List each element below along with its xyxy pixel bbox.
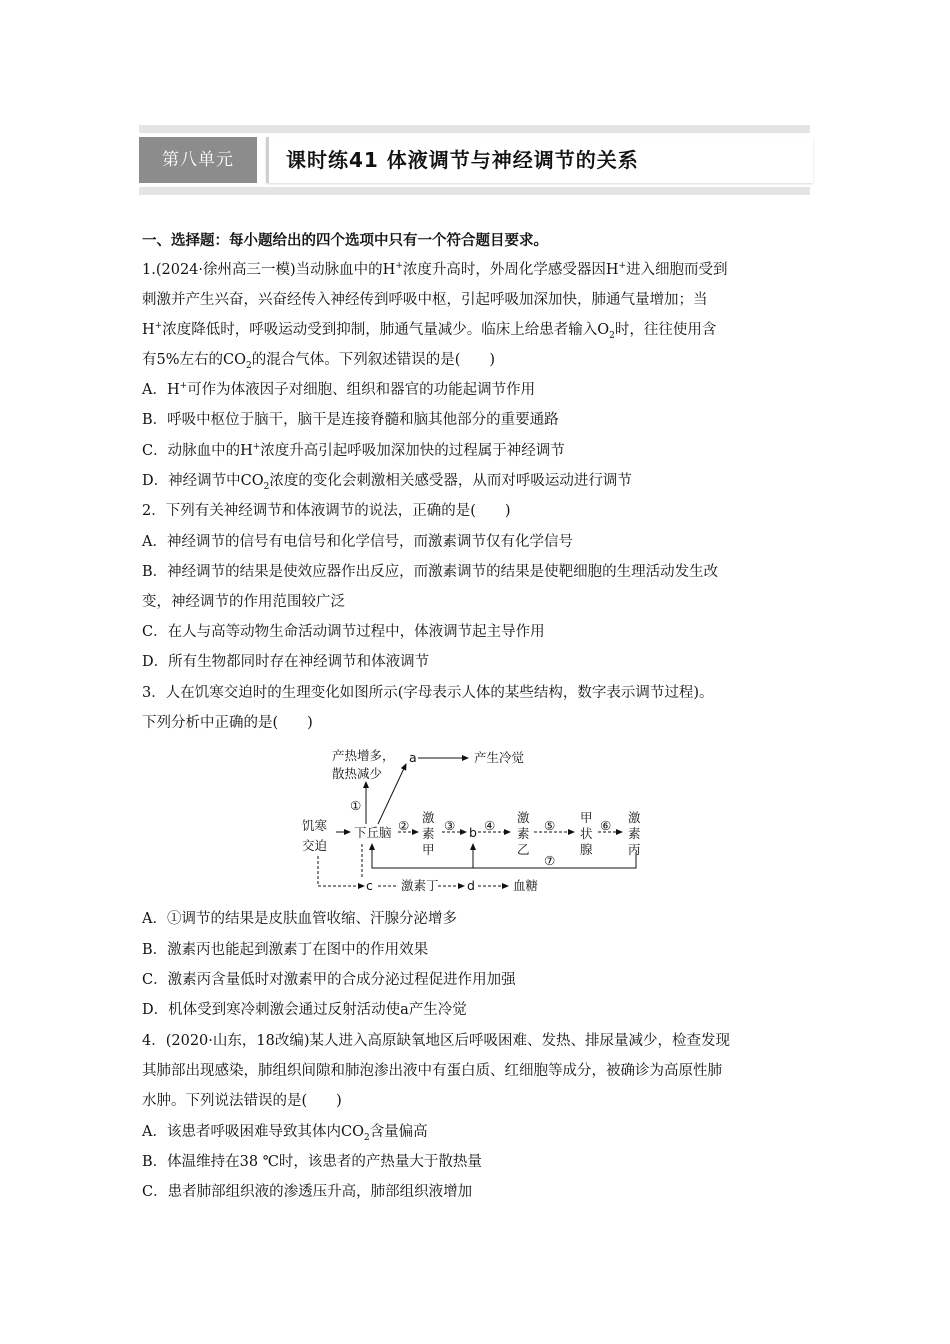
q2-option-c: C．在人与高等动物生命活动调节过程中，体液调节起主导作用	[142, 624, 545, 640]
q3-option-b: B．激素丙也能起到激素丁在图中的作用效果	[142, 942, 429, 958]
label-hypothalamus: 下丘脑	[354, 825, 392, 840]
label-a: a	[409, 750, 417, 765]
label-jia-3: 甲	[422, 842, 435, 857]
header-top-stripe	[139, 125, 810, 133]
label-hormone-ding: 激素丁	[401, 878, 439, 893]
label-process-6: ⑥	[600, 818, 612, 833]
header-bottom-stripe	[139, 187, 810, 195]
label-cold: 产生冷觉	[474, 750, 525, 765]
label-gland-2: 状	[580, 826, 593, 841]
label-hunger-1: 饥寒	[302, 818, 328, 833]
q2-option-d: D．所有生物都同时存在神经调节和体液调节	[142, 654, 430, 670]
label-jia-2: 素	[422, 826, 435, 841]
q3-stem-line-1: 3．人在饥寒交迫时的生理变化如图所示(字母表示人体的某些结构，数字表示调节过程)。	[142, 685, 714, 701]
q2-option-b-line-2: 变，神经调节的作用范围较广泛	[142, 594, 345, 610]
q4-stem-line-3: 水肿。下列说法错误的是( )	[142, 1093, 342, 1109]
label-process-2: ②	[398, 818, 410, 833]
label-yi-3: 乙	[517, 842, 530, 857]
label-gland-1: 甲	[580, 810, 593, 825]
regulation-diagram	[298, 744, 648, 896]
label-blood-sugar: 血糖	[513, 878, 539, 893]
label-yi-2: 素	[517, 826, 530, 841]
q1-option-c: C．动脉血中的H+浓度升高引起呼吸加深加快的过程属于神经调节	[142, 442, 565, 459]
label-d: d	[467, 878, 475, 893]
label-process-1: ①	[350, 798, 362, 813]
unit-header	[139, 125, 810, 195]
label-heat-1: 产热增多，	[332, 748, 395, 763]
q1-line-1: 1.(2024·徐州高三一模)当动脉血中的H+浓度升高时，外周化学感受器因H+进入细胞而受到	[142, 261, 728, 278]
q4-option-c: C．患者肺部组织液的渗透压升高，肺部组织液增加	[142, 1184, 473, 1200]
feedback-process-7	[372, 844, 636, 868]
label-process-4: ④	[484, 818, 496, 833]
page-title: 课时练41 体液调节与神经调节的关系	[286, 148, 639, 172]
q4-option-a: A．该患者呼吸困难导致其体内$CO_2$含量偏高	[142, 1124, 428, 1143]
label-gland-3: 腺	[580, 842, 593, 857]
label-yi-1: 激	[517, 810, 530, 825]
label-c: c	[366, 878, 373, 893]
q4-stem-line-1: 4．(2020·山东，18改编)某人进入高原缺氧地区后呼吸困难、发热、排尿量减少，检查发现	[142, 1033, 730, 1049]
label-process-3: ③	[444, 818, 456, 833]
q1-option-b: B．呼吸中枢位于脑干，脑干是连接脊髓和脑其他部分的重要通路	[142, 412, 559, 428]
q1-option-d: D．神经调节中$CO_2$浓度的变化会刺激相关感受器，从而对呼吸运动进行调节	[142, 473, 632, 492]
label-process-7: ⑦	[544, 853, 556, 868]
q3-option-c: C．激素丙含量低时对激素甲的合成分泌过程促进作用加强	[142, 972, 516, 988]
q1-option-a: A．H+可作为体液因子对细胞、组织和器官的功能起调节作用	[142, 381, 536, 398]
q3-option-a: A．①调节的结果是皮肤血管收缩、汗腺分泌增多	[142, 911, 457, 927]
q1-line-3: H+浓度降低时，呼吸运动受到抑制，肺通气量减少。临床上给患者输入$O_2$时，往往使用含	[142, 321, 717, 341]
title-box	[266, 137, 813, 183]
label-b: b	[469, 825, 477, 840]
q2-option-a: A．神经调节的信号有电信号和化学信号，而激素调节仅有化学信号	[142, 534, 573, 550]
unit-tag: 第八单元	[139, 137, 257, 183]
arrow-hunger-to-c	[318, 856, 364, 886]
q1-line-4: 有5%左右的$CO_2$的混合气体。下列叙述错误的是( )	[142, 352, 496, 371]
label-hunger-2: 交迫	[302, 838, 328, 853]
q4-option-b: B．体温维持在38 ℃时，该患者的产热量大于散热量	[142, 1154, 482, 1170]
label-bing-1: 激	[628, 810, 641, 825]
q3-stem-line-2: 下列分析中正确的是( )	[142, 715, 313, 731]
label-bing-3: 丙	[628, 842, 641, 857]
q3-option-d: D．机体受到寒冷刺激会通过反射活动使a产生冷觉	[142, 1002, 467, 1018]
q2-stem: 2．下列有关神经调节和体液调节的说法，正确的是( )	[142, 503, 511, 519]
label-bing-2: 素	[628, 826, 641, 841]
label-jia-1: 激	[422, 810, 435, 825]
q4-stem-line-2: 其肺部出现感染，肺组织间隙和肺泡渗出液中有蛋白质、红细胞等成分，被确诊为高原性肺	[142, 1063, 722, 1079]
section-heading: 一、选择题：每小题给出的四个选项中只有一个符合题目要求。	[142, 232, 548, 249]
q1-line-2: 刺激并产生兴奋，兴奋经传入神经传到呼吸中枢，引起呼吸加深加快，肺通气量增加；当	[142, 292, 708, 308]
label-process-5: ⑤	[544, 818, 556, 833]
label-heat-2: 散热减少	[332, 766, 383, 781]
arrow-hypo-to-a	[378, 764, 406, 824]
q2-option-b-line-1: B．神经调节的结果是使效应器作出反应，而激素调节的结果是使靶细胞的生理活动发生改	[142, 564, 719, 580]
